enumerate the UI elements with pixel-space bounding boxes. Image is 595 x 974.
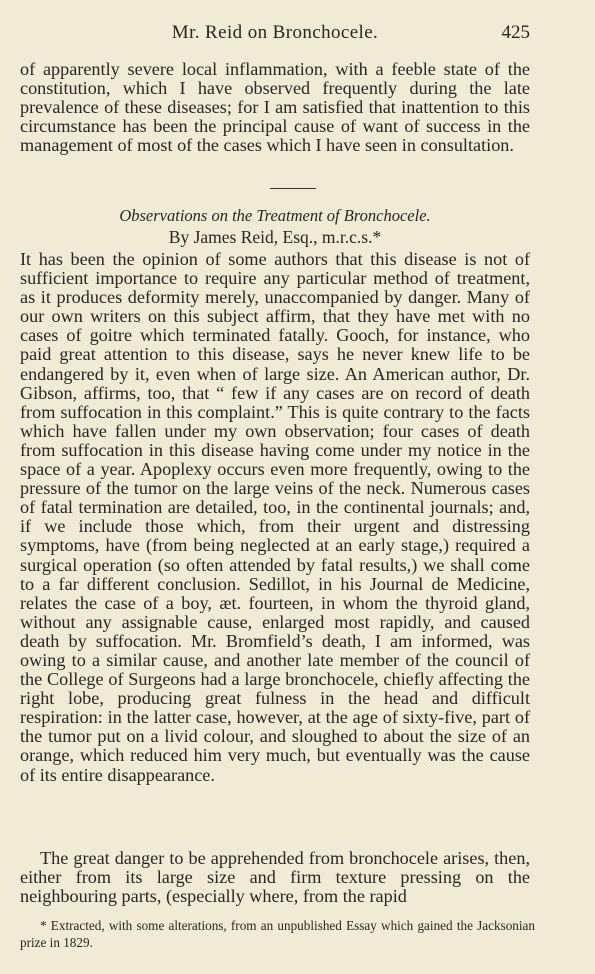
- running-title: Mr. Reid on Bronchocele.: [171, 22, 379, 43]
- page-number: 425: [501, 22, 530, 43]
- page-header: [20, 22, 530, 48]
- footnote: * Extracted, with some alterations, from an unpublished Essay which gained the Jacksonian prize in 1829.: [20, 918, 535, 950]
- article-title: Observations on the Treatment of Bronchocele.: [119, 206, 431, 225]
- article-byline: By James Reid, Esq., m.r.c.s.*: [168, 227, 382, 247]
- paragraph-continued: of apparently severe local inflammation, with a feeble state of the constitution, which I have observed frequently during the late prevalence of these diseases; for I am satisfied that inattention to this circumstance has been the principal cause of want of success in the management of most of the cases which I have seen in consultation.: [20, 59, 530, 156]
- article-paragraph-2: The great danger to be apprehended from bronchocele arises, then, either from its large size and firm texture pressing on the neighbouring parts, (especially where, from the rapid: [20, 848, 530, 907]
- article-paragraph-1: It has been the opinion of some authors that this disease is not of sufficient importance to require any particular method of treatment, as it produces deformity merely, unaccompanied by danger. Many of our own writers on this subject affirm, that they have met with no cases of goitre which terminated fatally. Gooch, for instance, who paid great attention to this disease, says he never knew life to be endangered by it, even when of large size. An American author, Dr. Gibson, affirms, too, that “ few if any cases are on record of death from suffocation in this complaint.” This is quite contrary to the facts which have fallen under my own observation; four cases of death from suffocation in this disease having come under my notice in the space of a year. Apoplexy occurs even more frequently, owing to the pressure of the tumor on the large veins of the neck. Numerous cases of fatal termination are detailed, too, in the continental journals; and, if we include those which, from their urgent and distressing symptoms, have (from being neglected at an early stage,) required a surgical operation (so often attended by fatal results,) we shall come to a far different conclusion. Sedillot, in his Journal de Medicine, relates the case of a boy, æt. fourteen, in whom the thyroid gland, without any assignable cause, enlarged most rapidly, and caused death by suffocation. Mr. Bromfield’s death, I am informed, was owing to a similar cause, and another late member of the council of the College of Surgeons had a large bronchocele, chiefly affecting the right lobe, producing great fulness in the head and difficult respiration: in the latter case, however, at the age of sixty-five, part of the tumor put on a livid colour, and sloughed to about the size of an orange, which reduced him very much, but eventually was the cause of its entire disappearance.: [20, 249, 530, 785]
- section-divider: [270, 188, 316, 189]
